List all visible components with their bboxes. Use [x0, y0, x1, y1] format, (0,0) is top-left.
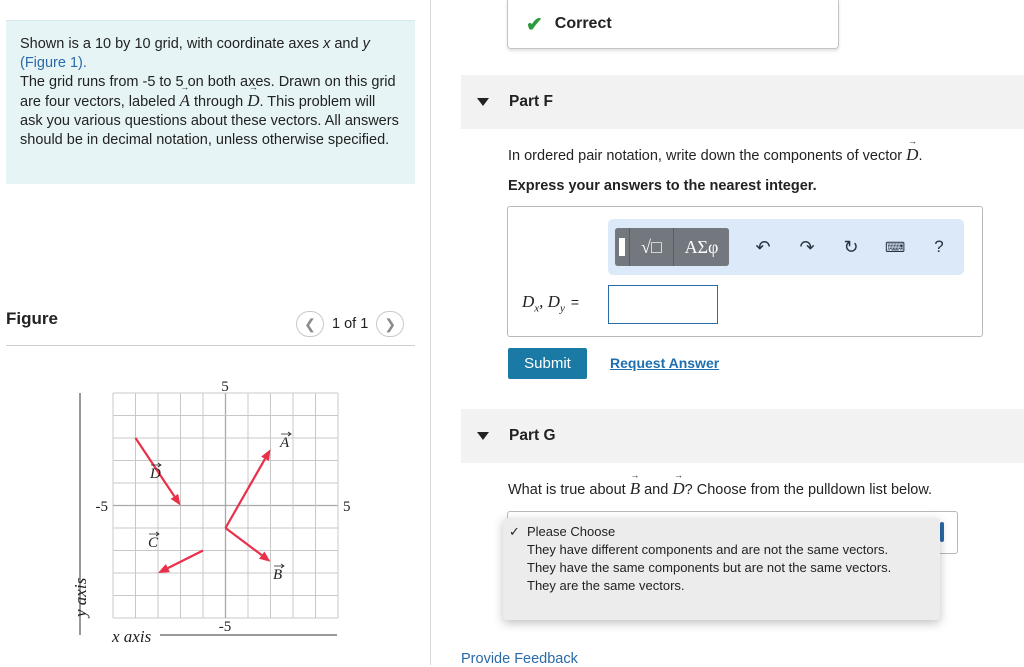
tick-label-right: 5 — [343, 499, 351, 515]
question-vector-d: → D — [906, 146, 918, 163]
template-block[interactable] — [615, 228, 629, 266]
part-g-title: Part G — [509, 427, 556, 444]
dropdown-option[interactable]: They have the same components but are not the same vectors. — [527, 560, 892, 575]
collapse-triangle-icon — [477, 432, 489, 440]
figure-title: Figure — [6, 309, 58, 328]
problem-intro — [6, 20, 415, 184]
vector-label-a: A — [280, 435, 290, 451]
vector-label-c: C — [148, 535, 159, 551]
column-divider — [430, 0, 431, 665]
correct-feedback — [507, 0, 839, 49]
vector-label-d: D — [150, 466, 161, 482]
vector-c-line — [168, 551, 203, 569]
y-axis-label: y axis — [71, 577, 90, 617]
intro-text: Shown is a 10 by 10 grid, with coordinate axes x and y (Figure 1). The grid runs from -5 to 5 on both axes. Drawn on this grid are four vectors, labeled → A through → D. This problem will ask you various questions about these vectors. All answers should be in decimal notation, unless otherwise specified. — [20, 35, 401, 150]
part-g-question: What is true about → B and → D? Choose from the pulldown list below. — [508, 480, 932, 498]
figure-pager — [296, 311, 404, 337]
check-icon: ✔ — [526, 13, 543, 36]
collapse-triangle-icon — [477, 98, 489, 106]
components-label: $D_x$, $D_y$ = — [522, 292, 580, 315]
correct-label: Correct — [554, 15, 612, 32]
vector-a-symbol: → A — [180, 92, 190, 109]
part-f-title: Part F — [509, 93, 553, 110]
reset-icon[interactable]: ↻ — [843, 236, 859, 257]
redo-icon[interactable]: ↷ — [799, 236, 815, 257]
dropdown-option[interactable]: They have different components and are not the same vectors. — [527, 542, 889, 557]
grid-lines — [113, 393, 338, 618]
part-f-instruction: Express your answers to the nearest integer. — [508, 178, 817, 194]
answer-input[interactable] — [608, 285, 718, 324]
vector-d-symbol: → D — [247, 92, 259, 109]
dropdown-options — [503, 518, 940, 620]
tick-label-top: 5 — [221, 379, 229, 395]
keyboard-icon[interactable]: ⌨ — [885, 238, 906, 255]
vector-grid-figure — [60, 365, 360, 655]
question-vector-b: → B — [630, 480, 640, 497]
request-answer-link[interactable]: Request Answer — [610, 355, 720, 371]
chevron-left-icon: ❮ — [304, 315, 316, 332]
vector-b-line — [226, 528, 262, 555]
greek-symbols-button[interactable]: AΣφ — [673, 228, 729, 266]
vector-a-line — [226, 459, 266, 528]
figure-divider — [6, 345, 415, 346]
help-button[interactable]: ? — [934, 237, 944, 256]
tick-label-bottom: -5 — [218, 619, 232, 635]
x-axis-label: x axis — [112, 627, 152, 646]
provide-feedback-link[interactable]: Provide Feedback — [461, 651, 578, 667]
chevron-right-icon: ❯ — [384, 315, 397, 332]
check-icon: ✓ — [509, 524, 520, 539]
templates-button[interactable]: √□ — [629, 228, 673, 266]
figure-link[interactable]: (Figure 1). — [20, 55, 87, 71]
block-icon — [619, 238, 625, 256]
math-toolbar — [608, 219, 964, 275]
answer-panel — [507, 206, 983, 337]
vector-d-arrowhead — [171, 494, 181, 506]
pager-text: 1 of 1 — [332, 316, 369, 332]
dropdown-option[interactable]: They are the same vectors. — [527, 578, 685, 593]
part-g-header[interactable] — [461, 409, 1024, 463]
prev-figure-button[interactable] — [296, 311, 324, 337]
dropdown-option[interactable]: ✓ Please Choose — [509, 524, 616, 539]
tick-label-left: -5 — [95, 499, 108, 515]
submit-button[interactable]: Submit — [508, 348, 587, 379]
part-f-header[interactable] — [461, 75, 1024, 129]
question-vector-d: → D — [672, 480, 684, 497]
next-figure-button[interactable] — [376, 311, 404, 337]
vector-label-b: B — [273, 567, 283, 583]
part-f-question: In ordered pair notation, write down the components of vector → D. — [508, 146, 922, 164]
undo-icon[interactable]: ↶ — [755, 236, 771, 257]
toolbar-button-group — [615, 228, 729, 266]
